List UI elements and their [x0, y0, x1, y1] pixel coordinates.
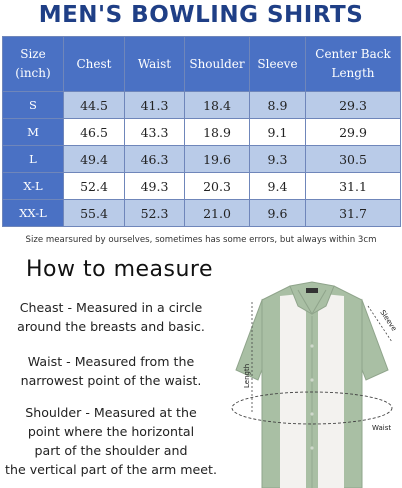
size-value-cell: 49.3 — [125, 173, 185, 200]
page-title: MEN'S BOWLING SHIRTS — [38, 2, 364, 28]
size-value-cell: 43.3 — [125, 119, 185, 146]
size-value-cell: 49.4 — [64, 146, 125, 173]
how-to-measure-heading: How to measure — [26, 257, 214, 282]
measurement-note: Size mearsured by ourselves, sometimes has some errors, but always within 3cm — [25, 235, 377, 245]
left-white-panel — [280, 294, 306, 488]
size-value-cell: 29.3 — [306, 92, 401, 119]
size-label: L — [3, 146, 64, 173]
button — [310, 446, 313, 449]
size-value-cell: 52.3 — [125, 200, 185, 227]
size-value-cell: 55.4 — [64, 200, 125, 227]
header-center-back-length: Center Back Length — [306, 37, 401, 92]
size-value-cell: 9.4 — [250, 173, 306, 200]
button — [310, 344, 313, 347]
size-row-l — [3, 146, 401, 173]
length-label: Length — [243, 363, 251, 388]
button — [310, 378, 313, 381]
size-value-cell: 41.3 — [125, 92, 185, 119]
size-value-cell: 46.5 — [64, 119, 125, 146]
size-row-x-l — [3, 173, 401, 200]
chest-description: Cheast - Measured in a circle around the breasts and basic. — [17, 300, 205, 334]
neck-label — [306, 288, 318, 293]
header-chest: Chest — [64, 37, 125, 92]
right-white-panel — [318, 294, 344, 488]
waist-description: Waist - Measured from the narrowest point of the waist. — [20, 354, 202, 388]
size-label: S — [3, 92, 64, 119]
size-value-cell: 44.5 — [64, 92, 125, 119]
size-value-cell: 9.3 — [250, 146, 306, 173]
size-value-cell: 19.6 — [185, 146, 250, 173]
size-label: XX-L — [3, 200, 64, 227]
size-row-m — [3, 119, 401, 146]
header-sleeve: Sleeve — [250, 37, 306, 92]
size-value-cell: 30.5 — [306, 146, 401, 173]
size-value-cell: 29.9 — [306, 119, 401, 146]
size-value-cell: 21.0 — [185, 200, 250, 227]
size-label: M — [3, 119, 64, 146]
button — [310, 412, 313, 415]
size-value-cell: 18.9 — [185, 119, 250, 146]
size-value-cell: 52.4 — [64, 173, 125, 200]
header-shoulder: Shoulder — [185, 37, 250, 92]
size-value-cell: 46.3 — [125, 146, 185, 173]
size-row-s — [3, 92, 401, 119]
shoulder-description: Shoulder - Measured at the point where the horizontal part of the shoulder and the vertical part of the arm meet. — [5, 405, 217, 477]
waist-label: Waist — [372, 424, 392, 432]
bowling-shirt-diagram — [222, 272, 402, 488]
size-value-cell: 9.6 — [250, 200, 306, 227]
size-value-cell: 9.1 — [250, 119, 306, 146]
size-value-cell: 20.3 — [185, 173, 250, 200]
size-value-cell: 31.7 — [306, 200, 401, 227]
size-value-cell: 18.4 — [185, 92, 250, 119]
size-value-cell: 31.1 — [306, 173, 401, 200]
size-value-cell: 8.9 — [250, 92, 306, 119]
header-size: Size (inch) — [3, 37, 64, 92]
size-chart-table — [2, 36, 401, 227]
size-chart-header-row — [3, 37, 401, 92]
size-label: X-L — [3, 173, 64, 200]
size-row-xx-l — [3, 200, 401, 227]
header-waist: Waist — [125, 37, 185, 92]
sleeve-label: Sleeve — [378, 308, 399, 333]
